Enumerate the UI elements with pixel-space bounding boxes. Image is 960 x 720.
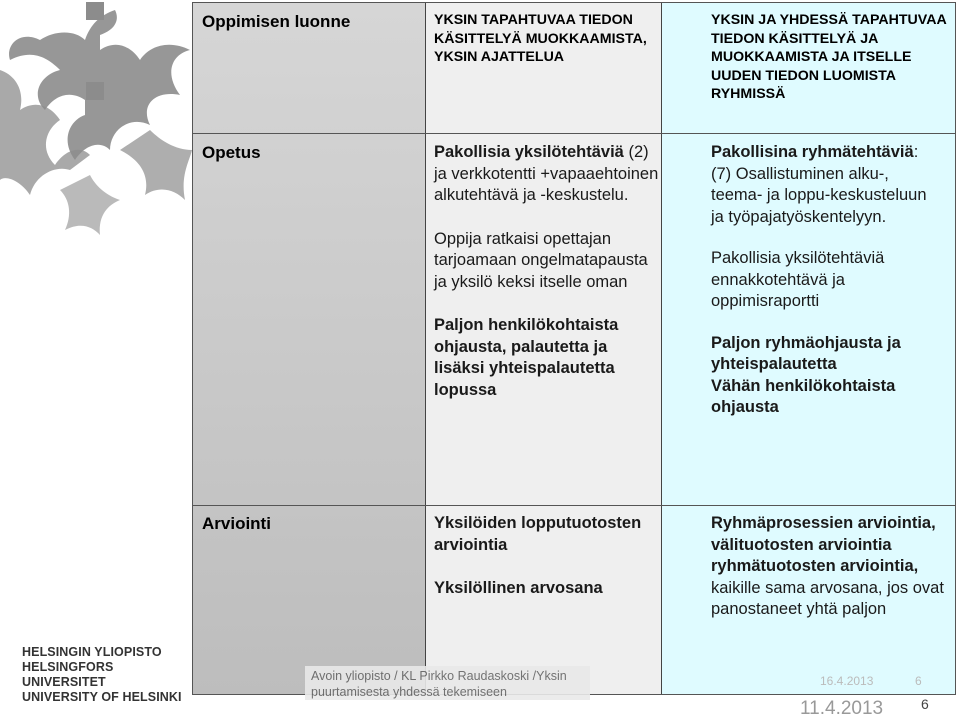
label-column	[193, 3, 425, 694]
opetus-group-p1-bold: Pakollisina ryhmätehtäviä	[711, 143, 914, 161]
university-name-fi: HELSINGIN YLIOPISTO	[22, 645, 162, 659]
opetus-individual-p1-bold: Pakollisia yksilötehtäviä	[434, 143, 624, 161]
opetus-individual-p3: Paljon henkilökohtaista ohjausta, palautetta ja lisäksi yhteispalautetta lopussa	[434, 316, 619, 399]
university-name-en: UNIVERSITY OF HELSINKI	[22, 690, 182, 704]
header-label: Oppimisen luonne	[202, 12, 351, 31]
opetus-group-p1-rest: : (7) Osallistuminen alku-, teema- ja loppu-keskusteluun ja työpajatyöskentelyyn.	[711, 143, 927, 226]
arviointi-group-cell	[711, 513, 951, 621]
opetus-individual-p2: Oppija ratkaisi opettajan tarjoamaan ongelmatapausta ja yksilö keksi itselle oman	[434, 229, 648, 291]
opetus-group-p4: Vähän henkilökohtaista ohjausta	[711, 376, 896, 416]
opetus-group-cell	[711, 142, 943, 419]
university-name	[22, 645, 192, 705]
footer-page-small: 6	[915, 674, 922, 688]
opetus-group-p3: Paljon ryhmäohjausta ja yhteispalautetta	[711, 333, 901, 373]
opetus-label: Opetus	[202, 143, 261, 162]
opetus-individual-cell	[434, 142, 662, 401]
comparison-table	[192, 2, 956, 695]
arviointi-group-p2: kaikille sama arvosana, jos ovat panostaneet yhtä paljon	[711, 578, 944, 618]
arviointi-label: Arviointi	[202, 514, 271, 533]
footer-source: Avoin yliopisto / KL Pirkko Raudaskoski /Yksin puurtamisesta yhdessä tekemiseen	[305, 666, 590, 700]
page-number: 6	[921, 696, 929, 712]
footer-date-small: 16.4.2013	[820, 674, 874, 688]
header-group: YKSIN JA YHDESSÄ TAPAHTUVAA TIEDON KÄSITTELYÄ JA MUOKKAAMISTA JA ITSELLE UUDEN TIEDON LUOMISTA RYHMISSÄ	[711, 12, 947, 102]
opetus-individual-p1-rest: (2) ja verkkotentti +vapaaehtoinen alkutehtävä ja -keskustelu.	[434, 143, 659, 204]
arviointi-individual-p1: Yksilöiden lopputuotosten arviointia	[434, 514, 642, 554]
opetus-individual-p1	[434, 142, 662, 207]
opetus-group-p1	[711, 142, 943, 228]
row-divider-header	[193, 133, 955, 134]
university-name-sv: HELSINGFORS UNIVERSITET	[22, 660, 114, 689]
university-flame-logo-icon	[0, 0, 192, 640]
arviointi-group-p1: Ryhmäprosessien arviointia, välituotosten arviointia ryhmätuotosten arviointia,	[711, 514, 936, 575]
opetus-group-p2: Pakollisia yksilötehtäviä ennakkotehtävä ja oppimisraportti	[711, 249, 885, 310]
row-divider-opetus	[193, 505, 955, 506]
footer-date: 11.4.2013	[800, 698, 884, 719]
arviointi-individual-p2: Yksilöllinen arvosana	[434, 579, 603, 597]
university-logo-area	[0, 0, 192, 717]
header-individual: YKSIN TAPAHTUVAA TIEDON KÄSITTELYÄ MUOKKAAMISTA, YKSIN AJATTELUA	[434, 12, 647, 65]
arviointi-individual-cell	[434, 513, 662, 600]
